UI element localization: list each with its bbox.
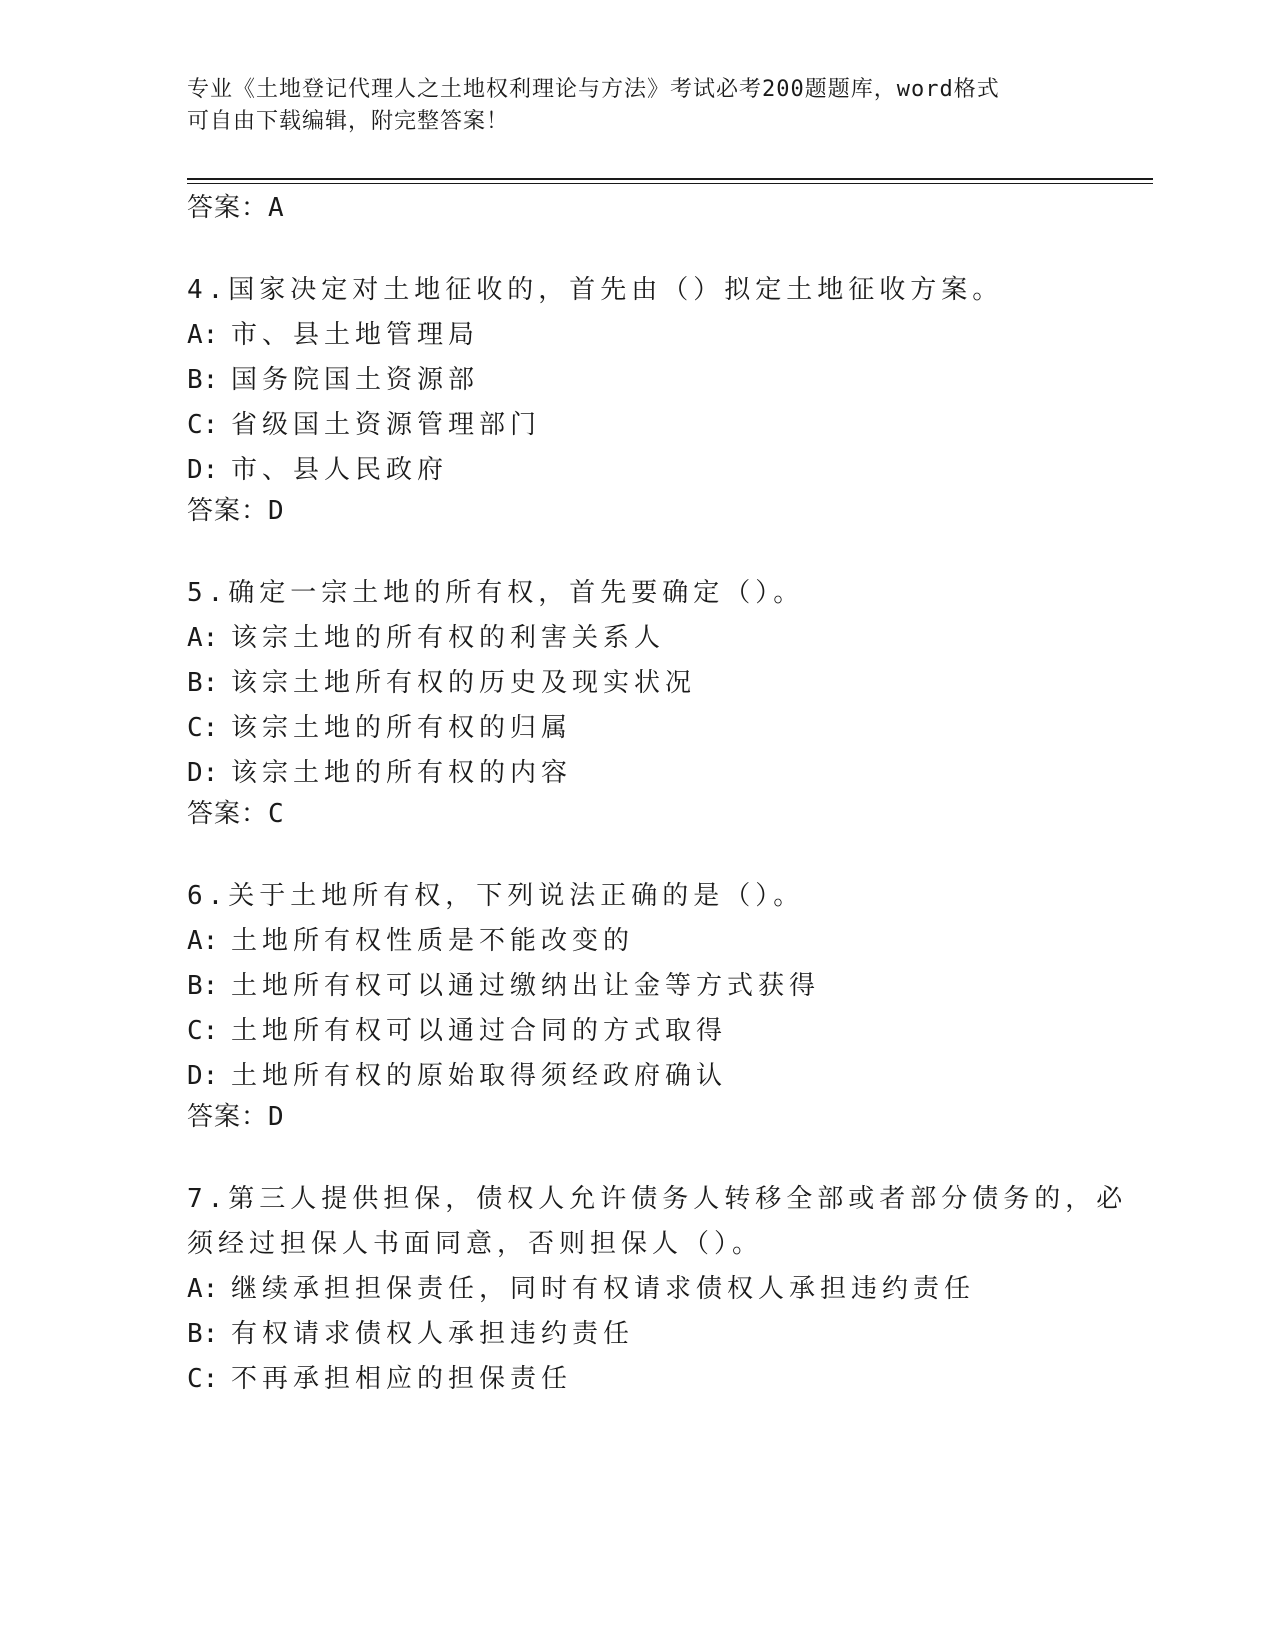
header-divider-thin	[187, 183, 1153, 184]
question-text: 5.确定一宗土地的所有权，首先要确定（）。	[187, 578, 805, 608]
answer-label: 答案：	[187, 799, 269, 829]
option-text: 土地所有权的原始取得须经政府确认	[231, 1061, 728, 1091]
header-divider-thick	[187, 178, 1153, 180]
option-key: A:	[187, 926, 219, 956]
option-d	[187, 1054, 1087, 1099]
answer-line	[187, 493, 1087, 533]
question-text: 7.第三人提供担保，债权人允许债务人转移全部或者部分债务的，必	[187, 1184, 1128, 1214]
question-list	[187, 190, 1128, 1402]
answer-label: 答案：	[187, 496, 269, 526]
answer-line	[187, 796, 1087, 836]
option-key: A:	[187, 623, 219, 653]
option-key: C:	[187, 1016, 219, 1046]
option-a	[187, 616, 1087, 661]
question-text: 4.国家决定对土地征收的，首先由（）拟定土地征收方案。	[187, 275, 1004, 305]
option-b	[187, 661, 1087, 706]
option-text: 该宗土地的所有权的内容	[231, 758, 573, 788]
option-key: C:	[187, 410, 219, 440]
option-key: D:	[187, 1061, 219, 1091]
option-key: C:	[187, 713, 219, 743]
option-text: 该宗土地的所有权的归属	[231, 713, 573, 743]
option-text: 市、县土地管理局	[231, 320, 480, 350]
option-text: 土地所有权可以通过合同的方式取得	[231, 1016, 728, 1046]
answer-label: 答案：	[187, 193, 269, 223]
answer-line	[187, 1099, 1087, 1139]
option-b	[187, 358, 1087, 403]
question-text-continued: 须经过担保人书面同意，否则担保人（）。	[187, 1229, 764, 1259]
option-text: 土地所有权可以通过缴纳出让金等方式获得	[231, 971, 821, 1001]
question-text: 6.关于土地所有权，下列说法正确的是（）。	[187, 881, 805, 911]
option-key: B:	[187, 971, 219, 1001]
document-header	[187, 74, 1067, 138]
option-key: B:	[187, 365, 219, 395]
option-text: 继续承担担保责任，同时有权请求债权人承担违约责任	[231, 1274, 976, 1304]
question-item	[187, 1177, 1128, 1402]
header-line-1: 专业《土地登记代理人之土地权利理论与方法》考试必考200题题库，word格式	[187, 77, 1000, 102]
option-a	[187, 919, 1087, 964]
option-text: 省级国土资源管理部门	[231, 410, 542, 440]
option-d	[187, 751, 1087, 796]
option-c	[187, 1009, 1087, 1054]
answer-value: A	[268, 193, 285, 223]
option-key: A:	[187, 1274, 219, 1304]
answer-value: D	[268, 496, 285, 526]
option-text: 土地所有权性质是不能改变的	[231, 926, 635, 956]
question-item	[187, 268, 1087, 533]
option-text: 有权请求债权人承担违约责任	[231, 1319, 635, 1349]
header-line-2: 可自由下载编辑，附完整答案！	[187, 109, 510, 134]
option-a	[187, 1267, 1087, 1312]
question-item	[187, 874, 1087, 1139]
answer-label: 答案：	[187, 1102, 269, 1132]
option-key: C:	[187, 1364, 219, 1394]
option-text: 市、县人民政府	[231, 455, 449, 485]
option-key: B:	[187, 668, 219, 698]
option-b	[187, 964, 1087, 1009]
option-key: D:	[187, 758, 219, 788]
option-key: A:	[187, 320, 219, 350]
option-a	[187, 313, 1087, 358]
question-item	[187, 571, 1087, 836]
option-c	[187, 1357, 1087, 1402]
option-b	[187, 1312, 1087, 1357]
option-text: 该宗土地的所有权的利害关系人	[231, 623, 666, 653]
option-c	[187, 706, 1087, 751]
option-text: 该宗土地所有权的历史及现实状况	[231, 668, 697, 698]
option-key: B:	[187, 1319, 219, 1349]
option-d	[187, 448, 1087, 493]
option-text: 国务院国土资源部	[231, 365, 480, 395]
answer-value: C	[268, 799, 285, 829]
option-c	[187, 403, 1087, 448]
option-key: D:	[187, 455, 219, 485]
answer-value: D	[268, 1102, 285, 1132]
option-text: 不再承担相应的担保责任	[231, 1364, 573, 1394]
answer-line	[187, 190, 1087, 230]
